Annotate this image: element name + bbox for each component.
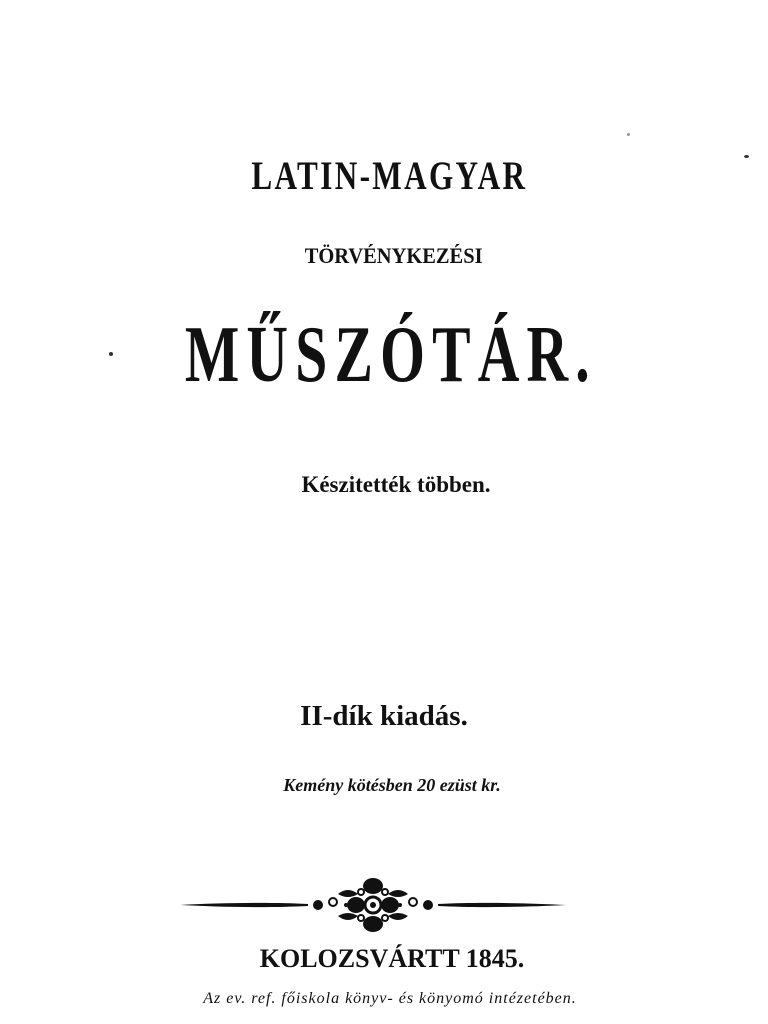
printer-line: Az ev. ref. főiskola könyv- és könyomó intézetében. (203, 990, 577, 1007)
main-title: MŰSZÓTÁR. (184, 311, 597, 399)
ornament-divider-icon (178, 874, 568, 936)
ink-speck (109, 352, 113, 356)
place-and-year: KOLOZSVÁRTT 1845. (259, 944, 525, 973)
title-line-1: LATIN-MAGYAR (251, 153, 528, 198)
ink-speck (744, 155, 749, 158)
ink-speck (627, 133, 630, 136)
authors-line: Készitették többen. (301, 472, 491, 497)
edition-line: II-dík kiadás. (300, 700, 468, 732)
title-line-2: TÖRVÉNYKEZÉSI (304, 243, 483, 268)
price-line: Kemény kötésben 20 ezüst kr. (283, 775, 501, 795)
